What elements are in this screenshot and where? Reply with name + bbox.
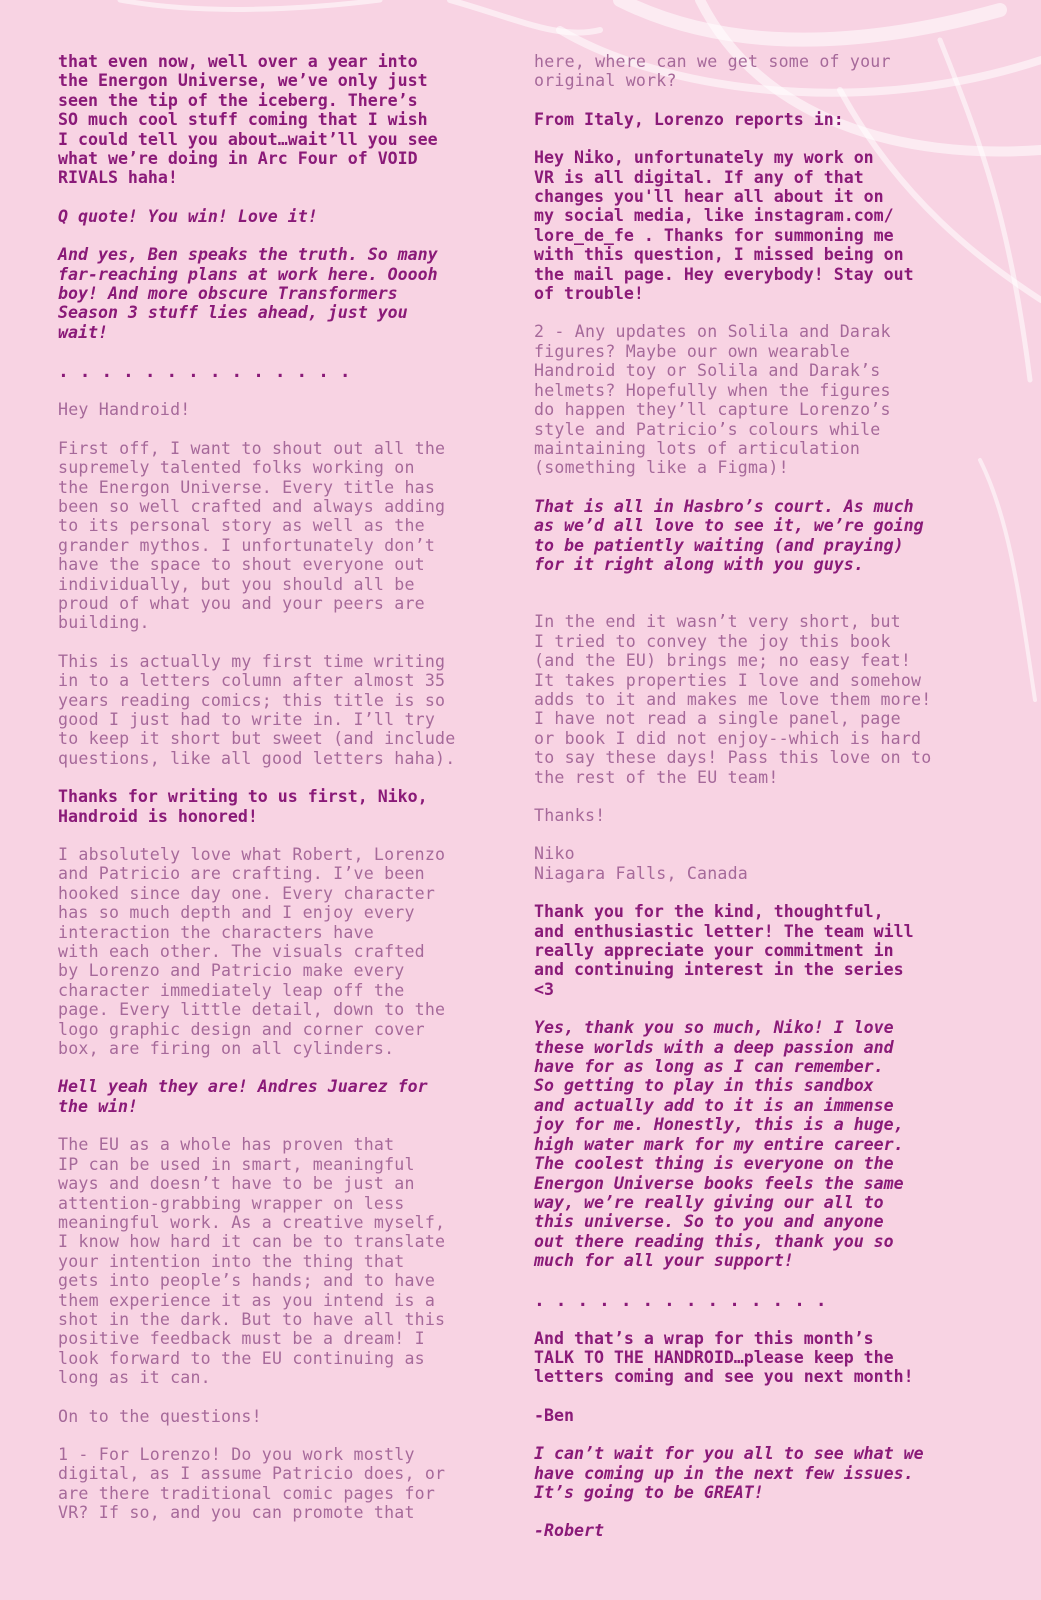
letter-paragraph: In the end it wasn’t very short, but I tried to convey the joy this book (and the EU) brings me; no easy feat! It takes properties I love and somehow adds to it and makes me love them more! I have not read a single panel, page or book I did not enjoy--which is hard to say these days! Pass this love on to the rest of the EU team! bbox=[534, 612, 932, 787]
letter-paragraph: Hey Handroid! bbox=[58, 400, 191, 420]
reply-paragraph: Hell yeah they are! Andres Juarez for the win! bbox=[58, 1077, 428, 1116]
letter-paragraph: I absolutely love what Robert, Lorenzo and Patricio are crafting. I’ve been hooked since day one. Every character has so much depth and I enjoy every interaction the characters have with each other. The visuals crafted by Lorenzo and Patricio make every character immediately leap off the page. Every little detail, down to the logo graphic design and corner cover box, are firing on all cylinders. bbox=[58, 845, 446, 1059]
reply-paragraph: And that’s a wrap for this month’s TALK TO THE HANDROID…please keep the letters coming and see you next month! bbox=[534, 1328, 914, 1387]
letter-paragraph: This is actually my first time writing in to a letters column after almost 35 years reading comics; this title is so good I just had to write in. I’ll try to keep it short but sweet (and include questions, like all good letters haha). bbox=[58, 651, 456, 768]
letter-paragraph: Thanks! bbox=[534, 806, 606, 825]
reply-paragraph: Yes, thank you so much, Niko! I love these worlds with a deep passion and have for as long as I can remember. So getting to play in this sandbox and actually add to it is an immense joy for me. Honestly, this is a huge, high water mark for my entire career. The coolest thing is everyone on the Energon Universe books feels the same way, we’re really giving our all to this universe. So to you and anyone out there reading this, thank you so much for all your support! bbox=[534, 1018, 904, 1271]
left-column bbox=[58, 52, 508, 1542]
reply-paragraph: And yes, Ben speaks the truth. So many far-reaching plans at work here. Ooooh boy! And more obscure Transformers Season 3 stuff lies ahead, just you wait! bbox=[58, 245, 438, 342]
reply-paragraph: I can’t wait for you all to see what we have coming up in the next few issues. It’s going to be GREAT! bbox=[534, 1444, 924, 1502]
letter-paragraph: On to the questions! bbox=[58, 1406, 262, 1426]
reply-paragraph: Thanks for writing to us first, Niko, Handroid is honored! bbox=[58, 787, 428, 826]
letter-paragraph: Niko Niagara Falls, Canada bbox=[534, 844, 748, 883]
reply-paragraph: Thank you for the kind, thoughtful, and enthusiastic letter! The team will really appreciate your commitment in and continuing interest in the series <3 bbox=[534, 902, 914, 999]
signature-robert: -Robert bbox=[534, 1521, 604, 1541]
reply-paragraph: Hey Niko, unfortunately my work on VR is all digital. If any of that changes you'll hear all about it on my social media, like instagram.com/ lore_de_fe . Thanks for summoning me with this question, I missed being on the mail page. Hey everybody! Stay out of trouble! bbox=[534, 148, 914, 304]
letter-paragraph: 1 - For Lorenzo! Do you work mostly digital, as I assume Patricio does, or are there traditional comic pages for VR? If so, and you can promote that bbox=[58, 1444, 446, 1523]
section-separator: . . . . . . . . . . . . . . bbox=[534, 1289, 827, 1310]
reply-paragraph: Q quote! You win! Love it! bbox=[58, 206, 318, 226]
signature-ben: -Ben bbox=[534, 1405, 574, 1425]
section-separator: . . . . . . . . . . . . . . bbox=[58, 361, 351, 382]
letter-paragraph: First off, I want to shout out all the supremely talented folks working on the Energon Universe. Every title has been so well crafted and always adding to its personal story as well as the grander mythos. I unfortunately don’t have the space to shout everyone out individually, but you should all be proud of what you and your peers are building. bbox=[58, 438, 446, 633]
letter-paragraph: The EU as a whole has proven that IP can be used in smart, meaningful ways and doesn’t have to be just an attention-grabbing wrapper on less meaningful work. As a creative myself, I know how hard it can be to translate your intention into the thing that gets into people’s hands; and to have them experience it as you intend is a shot in the dark. But to have all this positive feedback must be a dream! I look forward to the EU continuing as long as it can. bbox=[58, 1135, 446, 1388]
letter-paragraph: here, where can we get some of your original work? bbox=[534, 52, 891, 91]
letter-paragraph: 2 - Any updates on Solila and Darak figures? Maybe our own wearable Handroid toy or Solila and Darak’s helmets? Hopefully when the figures do happen they’ll capture Lorenzo’s style and Patricio’s colours while maintaining lots of articulation (something like a Figma)! bbox=[534, 322, 891, 478]
reply-paragraph: That is all in Hasbro’s court. As much as we’d all love to see it, we’re going to be patiently waiting (and praying) for it right along with you guys. bbox=[534, 496, 924, 574]
reply-paragraph: that even now, well over a year into the Energon Universe, we’ve only just seen the tip of the iceberg. There’s SO much cool stuff coming that I wish I could tell you about…wait’ll you see what we’re doing in Arc Four of VOID RIVALS haha! bbox=[58, 52, 438, 188]
reply-paragraph: From Italy, Lorenzo reports in: bbox=[534, 109, 844, 129]
right-column bbox=[534, 52, 994, 1560]
